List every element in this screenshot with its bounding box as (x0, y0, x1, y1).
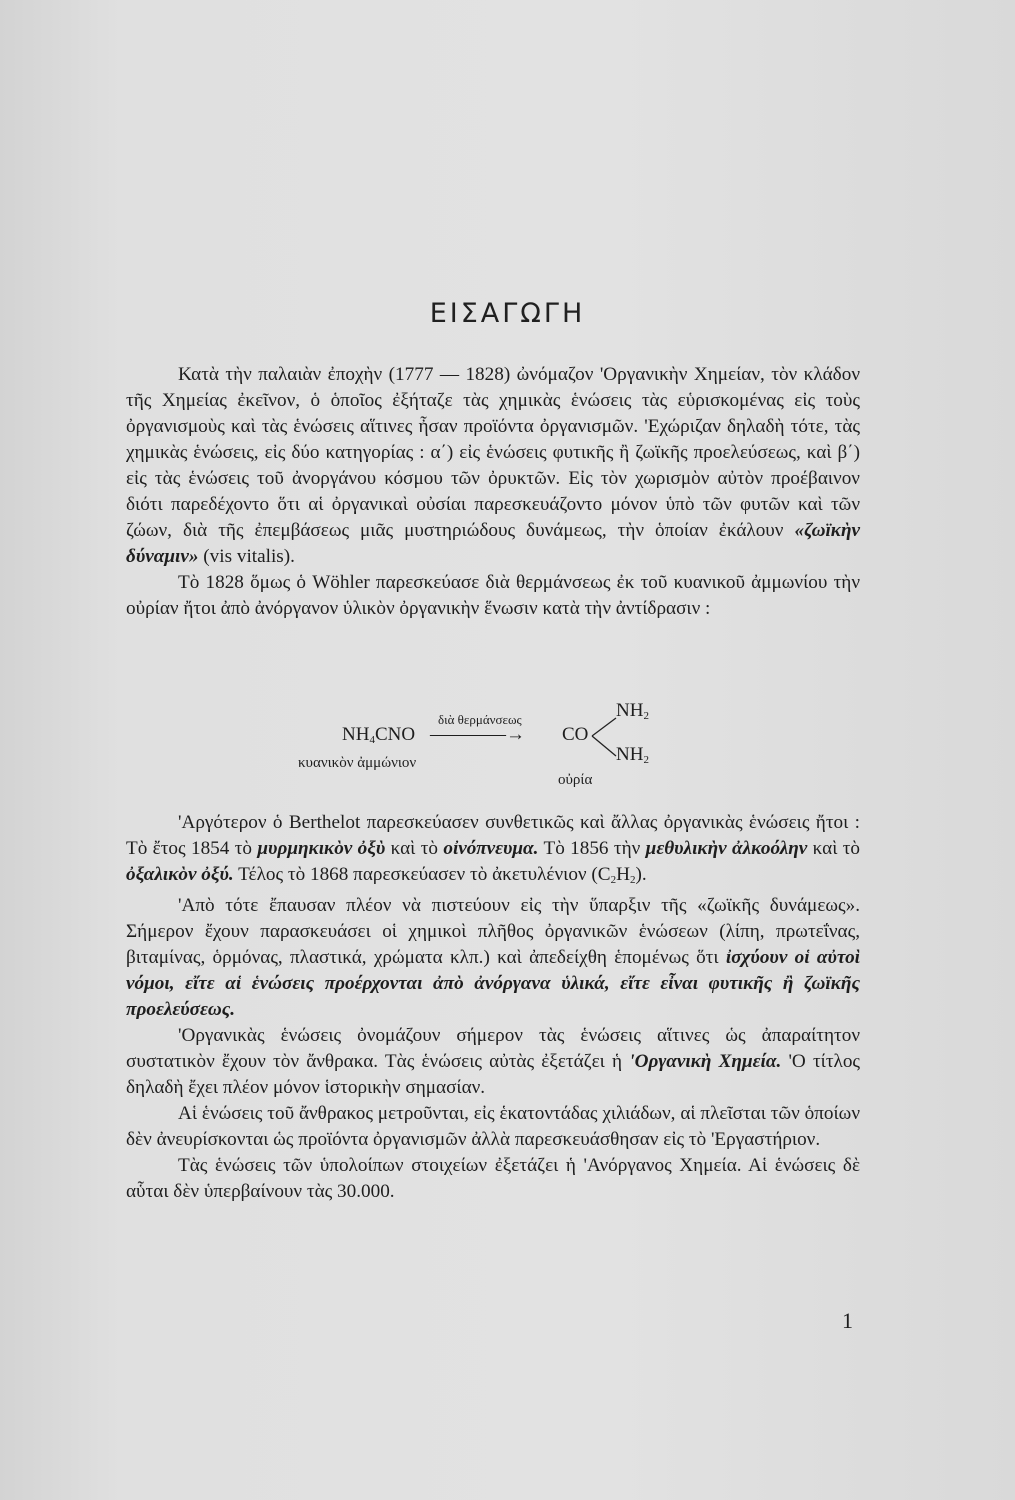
paragraph-inorganic: Τὰς ἑνώσεις τῶν ὑπολοίπων στοιχείων ἐξετάζει ἡ 'Ανόργανος Χημεία. Αἱ ἑνώσεις δὲ αὗται δὲν ὑπερβαίνουν τὰς 30.000. (126, 1155, 860, 1202)
amine-group-bottom: $NH_2$ (616, 744, 649, 766)
page-number: 1 (842, 1308, 853, 1333)
reactant-name: κυανικὸν ἀμμώνιον (298, 755, 417, 771)
reaction-condition: διὰ θερμάνσεως (438, 712, 522, 727)
reaction-formula (250, 700, 710, 790)
paragraph-definition: 'Οργανικὰς ἑνώσεις ὀνομάζουν σήμερον τὰς ἑνώσεις αἵτινες ὡς ἀπαραίτητον συστατικὸν ἔχουν τὸν ἄνθρακα. Τὰς ἑνώσεις αὐτὰς ἐξετάζει ἡ 'Οργανικὴ Χημεία. 'Ο τίτλος δηλαδὴ ἔχει πλέον μόνον ἱστορικὴν σημασίαν. (126, 1025, 861, 1098)
paragraph-laws: 'Απὸ τότε ἔπαυσαν πλέον νὰ πιστεύουν εἰς τὴν ὕπαρξιν τῆς «ζωϊκῆς δυνάμεως». Σήμερον ἔχουν παρασκευάσει οἱ χημικοὶ πλῆθος ὀργανικῶν ἑνώσεων (λίπη, πρωτεΐνας, βιταμίνας, ὁρμόνας, πλαστικά, χρώματα κλπ.) καὶ ἀπεδείχθη ἑπομένως ὅτι ἰσχύουν οἱ αὐτοὶ νόμοι, εἴτε αἱ ἑνώσεις προέρχονται ἀπὸ ἀνόργανα ὑλικά, εἴτε εἶναι φυτικῆς ἢ ζωϊκῆς προελεύσεως. (126, 895, 861, 1020)
paragraph-count: Αἱ ἑνώσεις τοῦ ἄνθρακος μετροῦνται, εἰς ἑκατοντάδας χιλιάδων, αἱ πλεῖσται τῶν ὁποίων δὲν ἀνευρίσκονται ὡς προϊόντα ὀργανισμῶν ἀλλὰ παρεσκευάσθησαν εἰς τὸ 'Εργαστήριον. (126, 1103, 860, 1150)
reactant-formula: $NH_4CNO$ (342, 724, 416, 746)
page-heading: ΕΙΣΑΓΩΓΗ (429, 298, 586, 329)
reaction-arrow: ————→ (430, 724, 525, 745)
product-name: οὐρία (558, 772, 593, 788)
main-block (126, 810, 860, 1205)
intro-block (126, 362, 860, 622)
paragraph-history: Κατὰ τὴν παλαιὰν ἐποχὴν (1777 — 1828) ὠνόμαζον 'Οργανικὴν Χημείαν, τὸν κλάδον τῆς Χημείας ἐκεῖνον, ὁ ὁποῖος ἐξήταζε τὰς χημικὰς ἑνώσεις τὰς εὑρισκομένας εἰς τοὺς ὀργανισμοὺς καὶ τὰς ἑνώσεις αἵτινες ἦσαν προϊόντα ὀργανισμῶν. 'Εχώριζαν δηλαδὴ τότε, τὰς χημικὰς ἑνώσεις, εἰς δύο κατηγορίας : α΄) εἰς ἑνώσεις φυτικῆς ἢ ζωϊκῆς προελεύσεως, καὶ β΄) εἰς τὰς ἑνώσεις τοῦ ἀνοργάνου κόσμου τῶν ὀρυκτῶν. Εἰς τὸν χωρισμὸν αὐτὸν προέβαινον διότι παρεδέχοντο ὅτι αἱ ὀργανικαὶ οὐσίαι παρεσκευάζοντο μόνον ὑπὸ τῶν φυτῶν καὶ τῶν ζώων, διὰ τῆς ἐπεμβάσεως μιᾶς μυστηριώδους δυνάμεως, τὴν ὁποίαν ἐκάλουν «ζωϊκὴν δύναμιν» (vis vitalis). (126, 364, 860, 567)
product-formula: CO (562, 724, 589, 745)
amine-group-top: $NH_2$ (616, 700, 649, 722)
paragraph-wohler: Τὸ 1828 ὅμως ὁ Wöhler παρεσκεύασε διὰ θερμάνσεως ἐκ τοῦ κυανικοῦ ἀμμωνίου τὴν οὐρίαν ἤτοι ἀπὸ ἀνόργανον ὑλικὸν ὀργανικὴν ἕνωσιν κατὰ τὴν ἀντίδρασιν : (126, 572, 860, 619)
vital-force-term: «ζωϊκὴν δύναμιν» (126, 520, 860, 567)
paragraph-berthelot: 'Αργότερον ὁ Berthelot παρεσκεύασεν συνθετικῶς καὶ ἄλλας ὀργανικὰς ἑνώσεις ἤτοι : Τὸ ἔτος 1854 τὸ μυρμηκικὸν ὀξὺ καὶ τὸ οἰνόπνευμα. Τὸ 1856 τὴν μεθυλικὴν ἀλκοόλην καὶ τὸ ὀξαλικὸν ὀξύ. Τέλος τὸ 1868 παρεσκεύασεν τὸ ἀκετυλένιον $(C_2H_2)$. (126, 812, 861, 886)
